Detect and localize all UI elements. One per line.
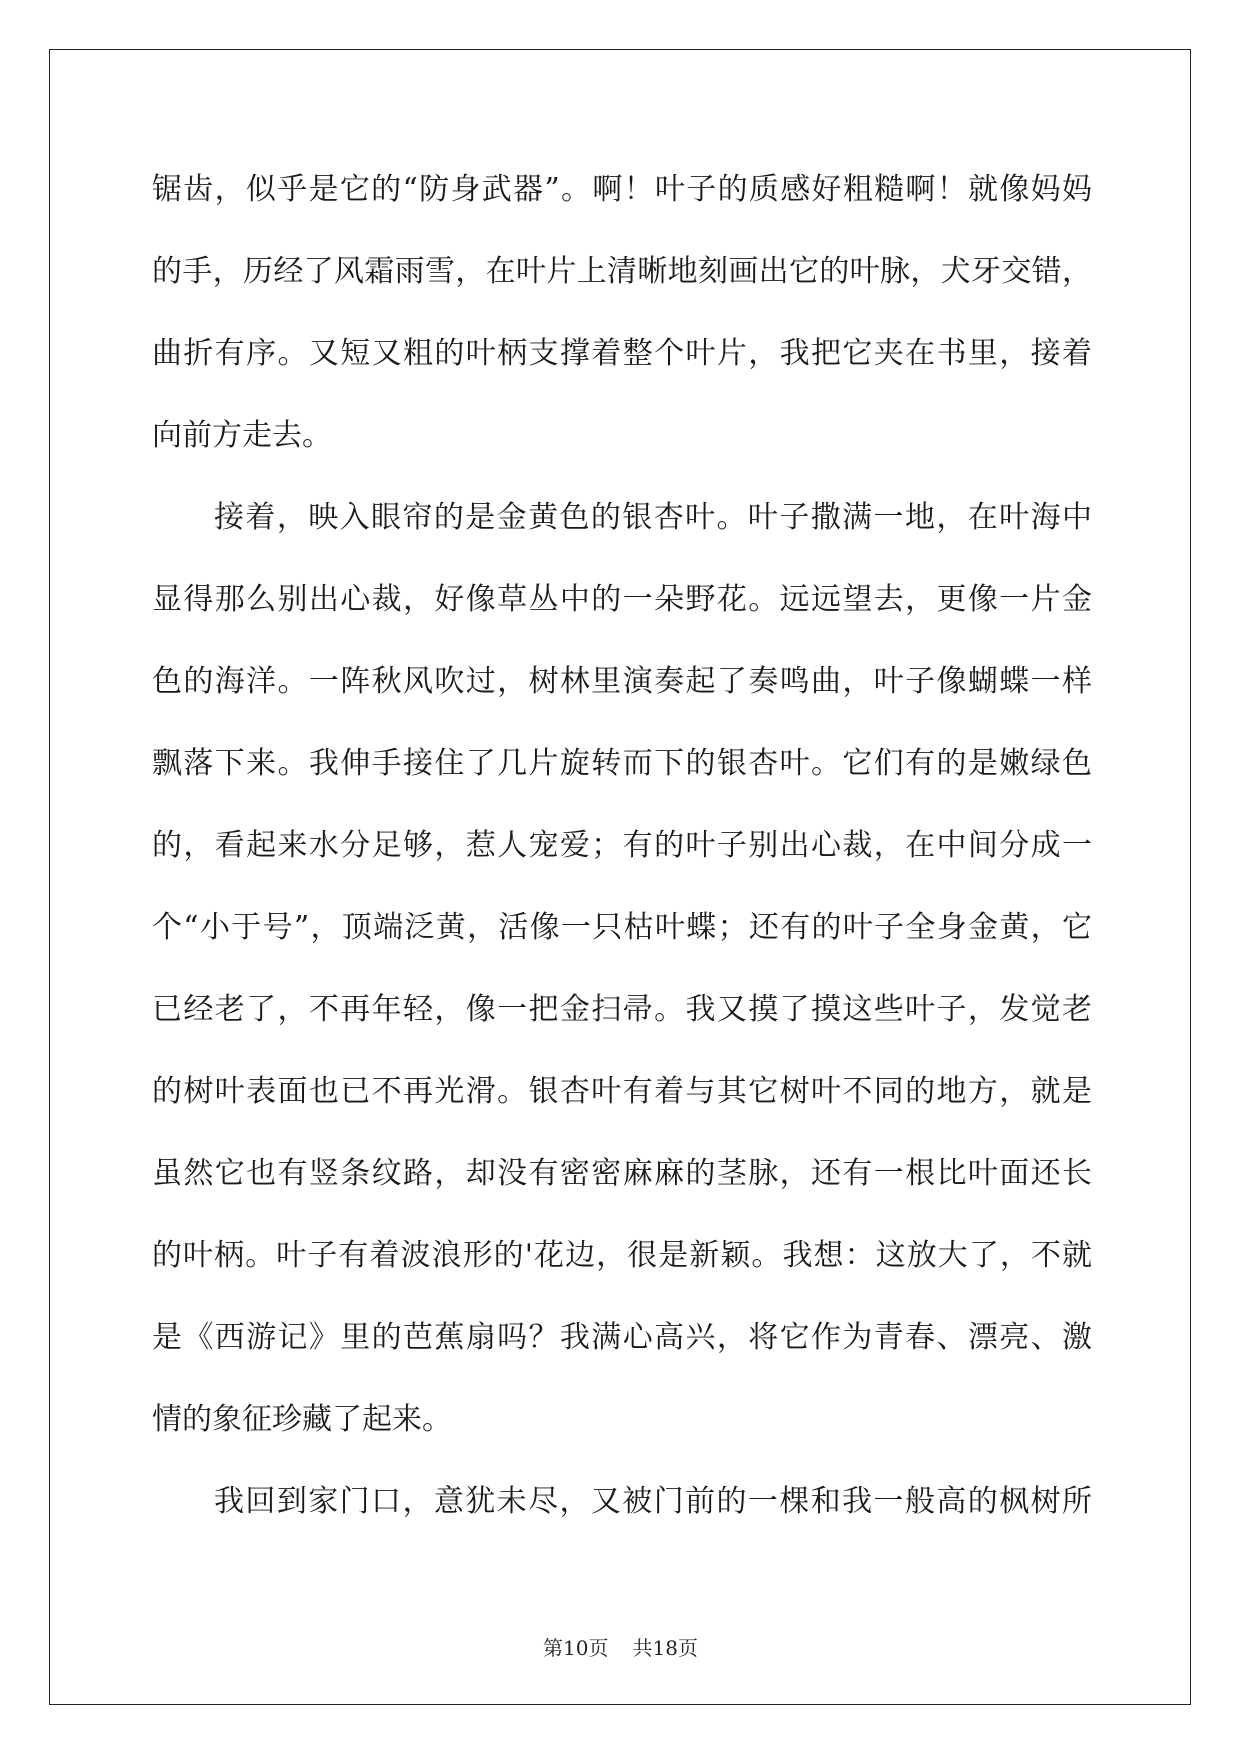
text-line: 是《西游记》里的芭蕉扇吗？我满心高兴，将它作为青春、漂亮、激 xyxy=(152,1320,1092,1355)
document-body xyxy=(152,160,1092,1554)
text-line: 锯齿，似乎是它的“防身武器”。啊！叶子的质感好粗糙啊！就像妈妈 xyxy=(152,172,1092,207)
text-line: 情的象征珍藏了起来。 xyxy=(152,1402,452,1437)
text-line: 显得那么别出心裁，好像草丛中的一朵野花。远远望去，更像一片金 xyxy=(152,582,1092,617)
text-line: 已经老了，不再年轻，像一把金扫帚。我又摸了摸这些叶子，发觉老 xyxy=(152,992,1092,1027)
text-line: 我回到家门口，意犹未尽，又被门前的一棵和我一般高的枫树所 xyxy=(214,1484,1092,1519)
text-line: 接着，映入眼帘的是金黄色的银杏叶。叶子撒满一地，在叶海中 xyxy=(214,500,1092,535)
text-line: 向前方走去。 xyxy=(152,418,332,453)
text-line: 飘落下来。我伸手接住了几片旋转而下的银杏叶。它们有的是嫩绿色 xyxy=(152,746,1092,781)
text-line: 曲折有序。又短又粗的叶柄支撑着整个叶片，我把它夹在书里，接着 xyxy=(152,336,1092,371)
text-line: 的树叶表面也已不再光滑。银杏叶有着与其它树叶不同的地方，就是 xyxy=(152,1074,1092,1109)
page-footer xyxy=(0,1632,1241,1661)
text-line: 虽然它也有竖条纹路，却没有密密麻麻的茎脉，还有一根比叶面还长 xyxy=(152,1156,1092,1191)
page-number: 第10页 xyxy=(543,1636,609,1660)
text-line: 色的海洋。一阵秋风吹过，树林里演奏起了奏鸣曲，叶子像蝴蝶一样 xyxy=(152,664,1092,699)
text-line: 个“小于号”，顶端泛黄，活像一只枯叶蝶；还有的叶子全身金黄，它 xyxy=(152,910,1092,945)
page-total: 共18页 xyxy=(632,1636,698,1660)
text-line: 的，看起来水分足够，惹人宠爱；有的叶子别出心裁，在中间分成一 xyxy=(152,828,1092,863)
text-line: 的叶柄。叶子有着波浪形的'花边，很是新颖。我想：这放大了，不就 xyxy=(152,1238,1092,1273)
text-line: 的手，历经了风霜雨雪，在叶片上清晰地刻画出它的叶脉，犬牙交错， xyxy=(152,254,1092,289)
